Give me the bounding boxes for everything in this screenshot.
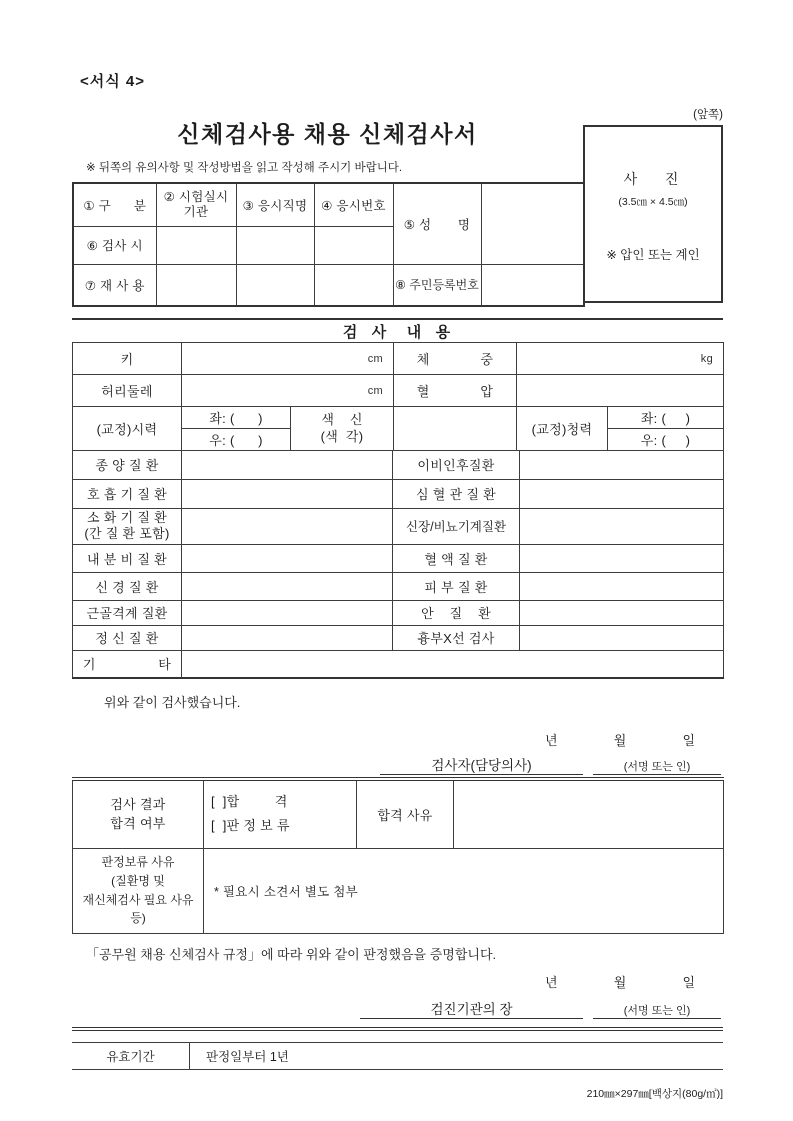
reuse-number-cell[interactable] [314, 264, 393, 306]
hold-checkbox-option[interactable]: [ ]판 정 보 류 [211, 818, 290, 834]
disease-label-line1: 소 화 기 질 환 [87, 509, 167, 525]
disease-value-cell[interactable] [520, 508, 724, 544]
hold-reason-line2: (질환명 및 [111, 873, 165, 888]
instruction-note: ※ 뒤쪽의 유의사항 및 작성방법을 읽고 작성해 주시기 바랍니다. [86, 162, 403, 174]
page-side-label: (앞쪽) [693, 109, 723, 121]
disease-value-cell[interactable] [520, 572, 724, 600]
disease-label-line2: (간 질 환 포함) [84, 526, 170, 541]
disease-value-cell[interactable] [182, 544, 393, 572]
hold-reason-value-cell[interactable]: * 필요시 소견서 별도 첨부 [204, 848, 724, 933]
verdict-options-cell [204, 779, 357, 848]
photo-label: 사 진 [623, 171, 683, 187]
disease-label-cell: 안 질 환 [393, 600, 520, 625]
number-header-cell: ④ 응시번호 [314, 183, 393, 226]
pass-checkbox-option[interactable]: [ ]합 격 [211, 793, 288, 809]
disease-value-cell[interactable] [520, 544, 724, 572]
verdict-label-line2: 합격 여부 [110, 816, 166, 832]
disease-value-cell[interactable] [182, 600, 393, 625]
hearing-left-cell[interactable]: 좌: ( ) [608, 407, 724, 429]
result-table [72, 777, 724, 934]
exam-date-field[interactable] [545, 730, 695, 749]
hold-reason-line3: 재신체검사 필요 사유 [82, 892, 194, 907]
color-vision-value-cell[interactable] [394, 407, 517, 451]
resident-no-label-cell: ⑧ 주민등록번호 [393, 264, 481, 306]
disease-value-cell[interactable] [520, 450, 724, 479]
color-vision-label-cell [291, 407, 394, 451]
examiner-signature-line[interactable]: 검사자(담당의사) [380, 754, 583, 775]
sight-label-cell: (교정)시력 [73, 407, 182, 451]
exam-agency-line2: 기관 [183, 204, 209, 219]
bp-value-cell[interactable] [517, 375, 724, 407]
hearing-label-cell: (교정)청력 [517, 407, 608, 451]
photo-size-note: (3.5㎝ × 4.5㎝) [618, 196, 688, 208]
weight-label-cell: 체 중 [394, 343, 517, 375]
disease-label-cell: 신장/비뇨기계질환 [393, 508, 520, 544]
color-vision-line1: 색 신 [321, 412, 363, 428]
day-label: 일 [682, 733, 695, 748]
pass-reason-value-cell[interactable] [454, 779, 724, 848]
org-head-signature-line[interactable]: 검진기관의 장 [360, 998, 583, 1019]
disease-table [72, 450, 724, 679]
waist-label-cell: 허리둘레 [73, 375, 182, 407]
color-vision-line2: (색 각) [320, 428, 364, 444]
at-exam-agency-cell[interactable] [156, 226, 236, 264]
disease-label-cell: 흉부X선 검사 [393, 625, 520, 650]
disease-label-cell: 혈 액 질 환 [393, 544, 520, 572]
id-table [72, 182, 585, 307]
disease-value-cell[interactable] [182, 625, 393, 650]
pass-reason-label-cell: 합격 사유 [357, 779, 454, 848]
hold-reason-label-cell [73, 848, 204, 933]
bottom-divider-rule [72, 1027, 723, 1031]
disease-value-cell[interactable] [520, 479, 724, 508]
height-label-cell: 키 [73, 343, 182, 375]
disease-value-cell[interactable] [520, 625, 724, 650]
measurement-table [72, 342, 724, 451]
hearing-right-cell[interactable]: 우: ( ) [608, 429, 724, 451]
category-header-cell: ① 구 분 [73, 183, 156, 226]
etc-label-cell: 기 타 [73, 650, 182, 678]
verdict-label-line1: 검사 결과 [110, 796, 166, 812]
disease-label-cell: 이비인후질환 [393, 450, 520, 479]
org-head-sign-note: (서명 또는 인) [593, 1002, 721, 1019]
disease-label-cell: 호 흡 기 질 환 [73, 479, 182, 508]
name-label-cell: ⑤ 성 명 [393, 183, 481, 264]
year-label: 년 [545, 733, 558, 748]
form-code: <서식 4> [80, 73, 146, 90]
validity-row [72, 1042, 723, 1070]
day-label: 일 [682, 975, 695, 990]
hold-reason-line4: 등) [130, 911, 146, 926]
validity-value: 판정일부터 1년 [206, 1050, 289, 1064]
etc-value-cell[interactable] [182, 650, 724, 678]
month-label: 월 [613, 733, 627, 748]
at-exam-number-cell[interactable] [314, 226, 393, 264]
disease-label-cell: 정 신 질 환 [73, 625, 182, 650]
section-title: 검 사 내 용 [342, 324, 453, 341]
disease-label-cell: 피 부 질 환 [393, 572, 520, 600]
sight-right-cell[interactable]: 우: ( ) [182, 429, 291, 451]
at-exam-position-cell[interactable] [236, 226, 314, 264]
waist-value-cell[interactable]: cm [182, 375, 394, 407]
reuse-position-cell[interactable] [236, 264, 314, 306]
photo-box[interactable] [583, 125, 723, 303]
exam-agency-header-cell [156, 183, 236, 226]
hold-reason-line1: 판정보류 사유 [101, 855, 175, 870]
disease-value-cell[interactable] [182, 479, 393, 508]
disease-value-cell[interactable] [520, 600, 724, 625]
disease-label-cell: 근골격계 질환 [73, 600, 182, 625]
certify-statement: 「공무원 채용 신체검사 규정」에 따라 위와 같이 판정했음을 증명합니다. [86, 947, 497, 962]
disease-label-cell: 종 양 질 환 [73, 450, 182, 479]
month-label: 월 [613, 975, 627, 990]
certify-date-field[interactable] [545, 972, 695, 991]
sight-left-cell[interactable]: 좌: ( ) [182, 407, 291, 429]
disease-label-cell: 신 경 질 환 [73, 572, 182, 600]
disease-label-cell [73, 508, 182, 544]
weight-value-cell[interactable]: kg [517, 343, 724, 375]
resident-no-value-cell[interactable] [481, 264, 584, 306]
disease-value-cell[interactable] [182, 508, 393, 544]
name-value-cell[interactable] [481, 183, 584, 264]
bp-label-cell: 혈 압 [394, 375, 517, 407]
disease-label-cell: 심 혈 관 질 환 [393, 479, 520, 508]
at-exam-row-label: ⑥ 검사 시 [73, 226, 156, 264]
verdict-label-cell [73, 779, 204, 848]
validity-label: 유효기간 [72, 1043, 190, 1069]
disease-value-cell[interactable] [182, 450, 393, 479]
reuse-row-label: ⑦ 재 사 용 [73, 264, 156, 306]
disease-value-cell[interactable] [182, 572, 393, 600]
disease-label-cell: 내 분 비 질 환 [73, 544, 182, 572]
section-divider-rule [72, 318, 723, 320]
photo-stamp-note: ※ 압인 또는 계인 [606, 248, 700, 262]
position-header-cell: ③ 응시직명 [236, 183, 314, 226]
height-value-cell[interactable]: cm [182, 343, 394, 375]
reuse-agency-cell[interactable] [156, 264, 236, 306]
year-label: 년 [545, 975, 558, 990]
examined-statement: 위와 같이 검사했습니다. [104, 695, 241, 710]
paper-spec-note: 210㎜×297㎜[백상지(80g/㎡)] [586, 1088, 723, 1100]
form-title: 신체검사용 채용 신체검사서 [177, 121, 478, 147]
exam-agency-line1: ② 시험실시 [163, 190, 229, 205]
examiner-sign-note: (서명 또는 인) [593, 758, 721, 775]
